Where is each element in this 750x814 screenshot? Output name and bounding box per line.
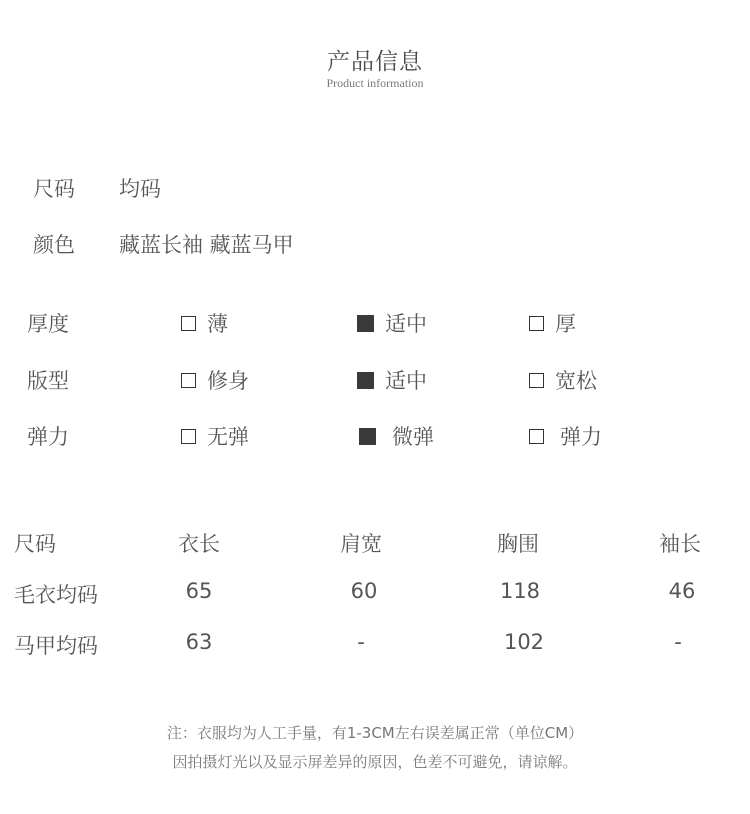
checkbox-icon bbox=[181, 373, 196, 388]
color-difference-note: 因拍摄灯光以及显示屏差异的原因，色差不可避免，请谅解。 bbox=[172, 753, 578, 771]
table-cell: 65 bbox=[185, 579, 213, 603]
checkbox-icon bbox=[357, 315, 374, 332]
checkbox-icon bbox=[359, 428, 376, 445]
option-label: 适中 bbox=[385, 369, 427, 393]
table-header-sleeve: 袖长 bbox=[659, 532, 701, 556]
measurement-note: 注：衣服均为人工手量，有1-3CM左右误差属正常（单位CM） bbox=[166, 724, 584, 742]
table-cell: 102 bbox=[503, 630, 545, 654]
color-value: 藏蓝长袖 藏蓝马甲 bbox=[119, 233, 294, 257]
size-value: 均码 bbox=[119, 177, 161, 201]
table-cell: 118 bbox=[499, 579, 541, 603]
table-header-shoulder: 肩宽 bbox=[340, 532, 382, 556]
page-subtitle: Product information bbox=[326, 76, 424, 90]
size-label: 尺码 bbox=[33, 177, 75, 201]
fit-label: 版型 bbox=[27, 369, 69, 393]
option-label: 宽松 bbox=[555, 369, 597, 393]
thickness-label: 厚度 bbox=[27, 312, 69, 336]
fit-option-slim bbox=[181, 365, 249, 395]
option-label: 弹力 bbox=[560, 425, 602, 449]
option-label: 微弹 bbox=[392, 425, 434, 449]
table-cell: 46 bbox=[668, 579, 696, 603]
option-label: 厚 bbox=[555, 312, 576, 336]
checkbox-icon bbox=[357, 372, 374, 389]
table-cell: - bbox=[674, 630, 682, 654]
table-header-length: 衣长 bbox=[178, 532, 220, 556]
table-cell: 63 bbox=[185, 630, 213, 654]
fit-option-loose bbox=[529, 365, 597, 395]
elasticity-option-none bbox=[181, 421, 249, 451]
option-label: 薄 bbox=[207, 312, 228, 336]
page-title: 产品信息 bbox=[327, 49, 423, 75]
thickness-option-thick bbox=[529, 308, 576, 338]
table-row-label: 毛衣均码 bbox=[14, 583, 98, 607]
checkbox-icon bbox=[529, 429, 544, 444]
table-header-size: 尺码 bbox=[14, 532, 56, 556]
table-cell: - bbox=[357, 630, 365, 654]
elasticity-option-stretch bbox=[529, 421, 602, 451]
checkbox-icon bbox=[181, 429, 196, 444]
checkbox-icon bbox=[181, 316, 196, 331]
elasticity-option-slight bbox=[359, 421, 434, 451]
option-label: 无弹 bbox=[207, 425, 249, 449]
option-label: 修身 bbox=[207, 369, 249, 393]
table-row-label: 马甲均码 bbox=[14, 634, 98, 658]
option-label: 适中 bbox=[385, 312, 427, 336]
checkbox-icon bbox=[529, 316, 544, 331]
table-cell: 60 bbox=[350, 579, 378, 603]
color-label: 颜色 bbox=[33, 233, 75, 257]
thickness-option-thin bbox=[181, 308, 228, 338]
table-header-chest: 胸围 bbox=[497, 532, 539, 556]
checkbox-icon bbox=[529, 373, 544, 388]
thickness-option-medium bbox=[357, 308, 427, 338]
elasticity-label: 弹力 bbox=[27, 425, 69, 449]
fit-option-regular bbox=[357, 365, 427, 395]
